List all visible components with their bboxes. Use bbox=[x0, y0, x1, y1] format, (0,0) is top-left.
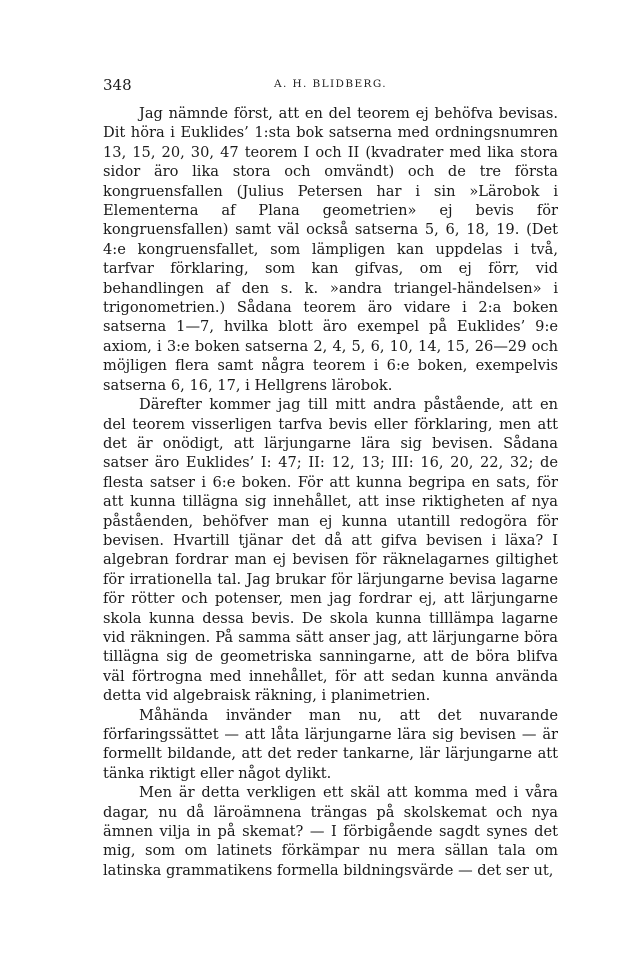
running-head: A. H. BLIDBERG. bbox=[274, 78, 387, 90]
page-number: 348 bbox=[103, 76, 132, 94]
paragraph: Jag nämnde först, att en del teorem ej behöfva bevisas. Dit höra i Euklides’ 1:sta bok satserna med ordningsnumren 13, 15, 20, 30, 47 teorem I och II (kvadrater med lika stora sidor äro lika stora och omvändt) och de tre första kongruensfallen (Julius Petersen har i sin »Lärobok i Elementerna af Plana geometrien» ej bevis för kongruensfallen) samt väl också satserna 5, 6, 18, 19. (Det 4:e kongruensfallet, som lämpligen kan uppdelas i två, tarfvar förklaring, som kan gifvas, om ej förr, vid behandlingen af den s. k. »andra triangel-händelsen» i trigonometrien.) Sådana teorem äro vidare i 2:a boken satserna 1—7, hvilka blott äro exempel på Euklides’ 9:e axiom, i 3:e boken satserna 2, 4, 5, 6, 10, 14, 15, 26—29 och möjligen flera samt några teorem i 6:e boken, exempelvis satserna 6, 16, 17, i Hellgrens lärobok. bbox=[103, 105, 558, 394]
paragraph: Måhända invänder man nu, att det nuvarande förfaringssättet — att låta lärjungarne lära sig bevisen — är formellt bildande, att det reder tankarne, lär lärjungarne att tänka riktigt eller något dylikt. bbox=[103, 706, 558, 782]
body-text bbox=[103, 104, 558, 880]
page-header bbox=[103, 76, 558, 98]
paragraph: Därefter kommer jag till mitt andra påstående, att en del teorem visserligen tarfva bevis eller förklaring, men att det är onödigt, att lärjungarne lära sig bevisen. Sådana satser äro Euklides’ I: 47; II: 12, 13; III: 16, 20, 22, 32; de flesta satser i 6:e boken. För att kunna begripa en sats, för att kunna tillägna sig innehållet, att inse riktigheten af nya påståenden, behöfver man ej kunna utantill redogöra för bevisen. Hvartill tjänar det då att gifva bevisen i läxa? I algebran fordrar man ej bevisen för räknelagarnes giltighet för irrationella tal. Jag brukar för lärjungarne bevisa lagarne för rötter och potenser, men jag fordrar ej, att lärjungarne skola kunna dessa bevis. De skola kunna tilllämpa lagarne vid räkningen. På samma sätt anser jag, att lärjungarne böra tillägna sig de geometriska sanningarne, att de böra blifva väl förtrogna med innehållet, för att sedan kunna använda detta vid algebraisk räkning, i planimetrien. bbox=[103, 396, 558, 705]
paragraph: Men är detta verkligen ett skäl att komma med i våra dagar, nu då läroämnena trängas på skolskemat och nya ämnen vilja in på skemat? — I förbigående sagdt synes det mig, som om latinets förkämpar nu mera sällan tala om latinska grammatikens formella bildningsvärde — det ser ut, bbox=[103, 784, 558, 879]
